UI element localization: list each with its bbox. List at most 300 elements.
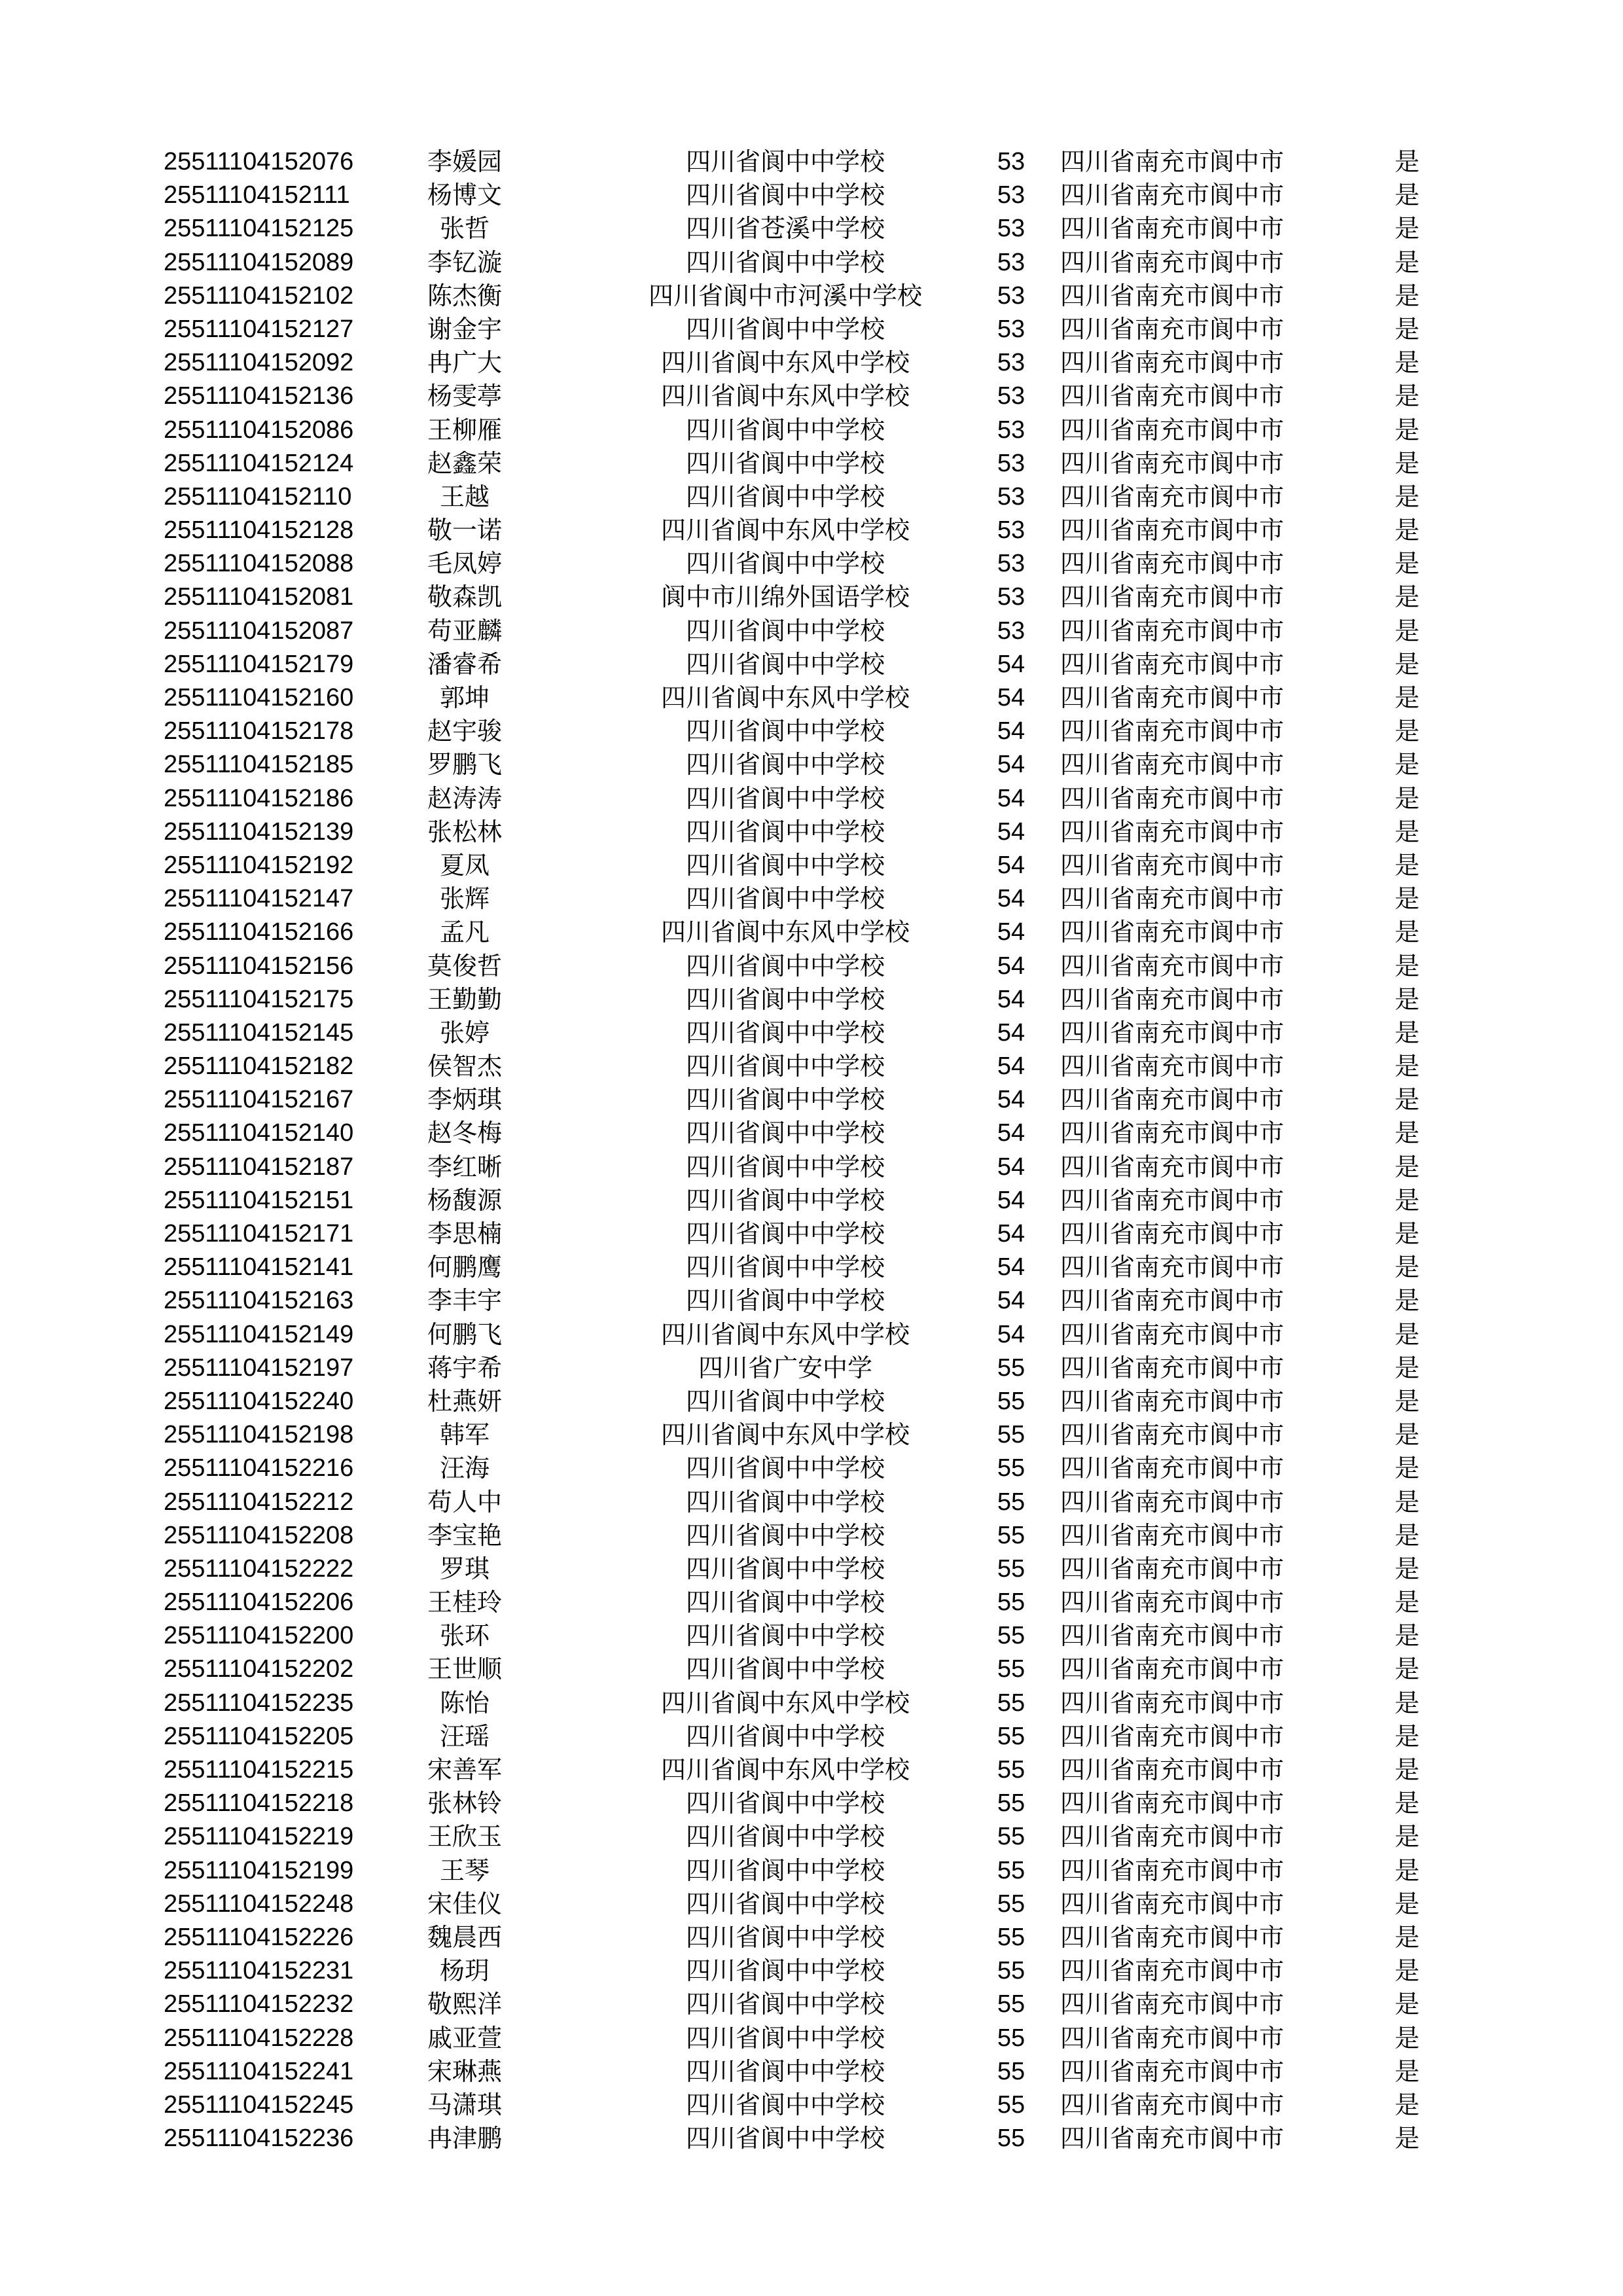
table-row <box>0 782 1623 816</box>
school-cell: 四川省阆中中学校 <box>685 1956 885 1986</box>
exam-id-cell: 25511104152081 <box>164 583 354 611</box>
school-cell: 四川省阆中中学校 <box>685 247 885 277</box>
school-cell: 四川省阆中东风中学校 <box>660 918 910 947</box>
region-cell: 四川省南充市阆中市 <box>1060 1789 1285 1818</box>
school-cell: 四川省阆中中学校 <box>685 1253 885 1282</box>
roster-table <box>0 145 1623 2155</box>
exam-id-cell: 25511104152226 <box>164 1923 354 1951</box>
school-cell: 四川省阆中中学校 <box>685 147 885 176</box>
status-cell: 是 <box>1394 1889 1419 1918</box>
table-row <box>0 2055 1623 2089</box>
table-row <box>0 1787 1623 1820</box>
school-cell: 四川省阆中中学校 <box>685 1856 885 1885</box>
student-name-cell: 赵冬梅 <box>427 1119 502 1148</box>
table-row <box>0 313 1623 346</box>
table-row <box>0 2022 1623 2055</box>
school-cell: 四川省阆中中学校 <box>685 1889 885 1918</box>
status-cell: 是 <box>1394 348 1419 378</box>
table-row <box>0 447 1623 480</box>
exam-id-cell: 25511104152151 <box>164 1186 354 1214</box>
student-name-cell: 冉津鹏 <box>427 2124 502 2153</box>
region-cell: 四川省南充市阆中市 <box>1060 850 1285 880</box>
status-cell: 是 <box>1394 382 1419 411</box>
table-row <box>0 212 1623 245</box>
student-name-cell: 杜燕妍 <box>427 1386 502 1416</box>
exam-id-cell: 25511104152208 <box>164 1521 354 1549</box>
student-name-cell: 苟亚麟 <box>427 616 502 645</box>
score-cell: 55 <box>997 1354 1026 1382</box>
student-name-cell: 何鹏飞 <box>427 1319 502 1349</box>
table-row <box>0 1687 1623 1720</box>
school-cell: 四川省阆中中学校 <box>685 1119 885 1148</box>
exam-id-cell: 25511104152206 <box>164 1588 354 1617</box>
score-cell: 54 <box>997 1253 1026 1282</box>
status-cell: 是 <box>1394 281 1419 310</box>
school-cell: 四川省阆中中学校 <box>685 181 885 210</box>
score-cell: 55 <box>997 1554 1026 1583</box>
exam-id-cell: 25511104152219 <box>164 1823 354 1851</box>
exam-id-cell: 25511104152086 <box>164 416 354 444</box>
region-cell: 四川省南充市阆中市 <box>1060 1119 1285 1148</box>
school-cell: 四川省阆中中学校 <box>685 549 885 579</box>
school-cell: 四川省阆中中学校 <box>685 314 885 344</box>
school-cell: 四川省阆中东风中学校 <box>660 1319 910 1349</box>
exam-id-cell: 25511104152127 <box>164 315 354 343</box>
exam-id-cell: 25511104152218 <box>164 1789 354 1818</box>
score-cell: 55 <box>997 1990 1026 2018</box>
status-cell: 是 <box>1394 214 1419 243</box>
region-cell: 四川省南充市阆中市 <box>1060 1052 1285 1081</box>
region-cell: 四川省南充市阆中市 <box>1060 1018 1285 1047</box>
table-row <box>0 916 1623 949</box>
score-cell: 54 <box>997 1153 1026 1181</box>
status-cell: 是 <box>1394 850 1419 880</box>
table-row <box>0 681 1623 715</box>
exam-id-cell: 25511104152175 <box>164 985 354 1013</box>
status-cell: 是 <box>1394 181 1419 210</box>
school-cell: 四川省阆中中学校 <box>685 1990 885 2019</box>
school-cell: 四川省阆中中学校 <box>685 2023 885 2053</box>
score-cell: 54 <box>997 1186 1026 1214</box>
exam-id-cell: 25511104152215 <box>164 1756 354 1784</box>
status-cell: 是 <box>1394 1487 1419 1516</box>
status-cell: 是 <box>1394 583 1419 612</box>
school-cell: 四川省阆中中学校 <box>685 1822 885 1852</box>
student-name-cell: 马潇琪 <box>427 2090 502 2119</box>
student-name-cell: 李宝艳 <box>427 1520 502 1550</box>
status-cell: 是 <box>1394 1520 1419 1550</box>
exam-id-cell: 25511104152232 <box>164 1990 354 2018</box>
school-cell: 四川省阆中中学校 <box>685 817 885 846</box>
exam-id-cell: 25511104152199 <box>164 1856 354 1884</box>
score-cell: 54 <box>997 784 1026 812</box>
score-cell: 55 <box>997 1789 1026 1818</box>
status-cell: 是 <box>1394 1253 1419 1282</box>
exam-id-cell: 25511104152231 <box>164 1957 354 1985</box>
status-cell: 是 <box>1394 717 1419 746</box>
exam-id-cell: 25511104152228 <box>164 2024 354 2052</box>
region-cell: 四川省南充市阆中市 <box>1060 1420 1285 1450</box>
region-cell: 四川省南充市阆中市 <box>1060 1688 1285 1717</box>
student-name-cell: 孟凡 <box>439 918 490 947</box>
school-cell: 四川省阆中中学校 <box>685 1621 885 1651</box>
table-row <box>0 1184 1623 1217</box>
school-cell: 四川省阆中东风中学校 <box>660 382 910 411</box>
table-row <box>0 1854 1623 1888</box>
score-cell: 54 <box>997 952 1026 980</box>
school-cell: 四川省阆中中学校 <box>685 415 885 444</box>
score-cell: 55 <box>997 2057 1026 2085</box>
status-cell: 是 <box>1394 616 1419 645</box>
score-cell: 53 <box>997 382 1026 410</box>
table-row <box>0 1050 1623 1083</box>
score-cell: 54 <box>997 817 1026 846</box>
status-cell: 是 <box>1394 147 1419 176</box>
status-cell: 是 <box>1394 683 1419 712</box>
region-cell: 四川省南充市阆中市 <box>1060 448 1285 478</box>
table-row <box>0 1619 1623 1653</box>
status-cell: 是 <box>1394 1119 1419 1148</box>
exam-id-cell: 25511104152222 <box>164 1554 354 1583</box>
table-row <box>0 1720 1623 1753</box>
status-cell: 是 <box>1394 415 1419 444</box>
table-row <box>0 882 1623 916</box>
score-cell: 54 <box>997 985 1026 1013</box>
region-cell: 四川省南充市阆中市 <box>1060 783 1285 813</box>
score-cell: 53 <box>997 248 1026 276</box>
region-cell: 四川省南充市阆中市 <box>1060 750 1285 780</box>
region-cell: 四川省南充市阆中市 <box>1060 147 1285 176</box>
student-name-cell: 李思楠 <box>427 1219 502 1248</box>
score-cell: 54 <box>997 1052 1026 1081</box>
school-cell: 四川省阆中东风中学校 <box>660 516 910 545</box>
student-name-cell: 宋佳仪 <box>427 1889 502 1918</box>
status-cell: 是 <box>1394 1922 1419 1952</box>
status-cell: 是 <box>1394 750 1419 780</box>
student-name-cell: 张林铃 <box>427 1789 502 1818</box>
school-cell: 四川省阆中中学校 <box>685 951 885 980</box>
exam-id-cell: 25511104152198 <box>164 1421 354 1449</box>
student-name-cell: 宋琳燕 <box>427 2056 502 2086</box>
region-cell: 四川省南充市阆中市 <box>1060 1655 1285 1684</box>
table-row <box>0 1418 1623 1452</box>
exam-id-cell: 25511104152171 <box>164 1220 354 1247</box>
student-name-cell: 李丰宇 <box>427 1286 502 1316</box>
school-cell: 四川省阆中中学校 <box>685 1286 885 1316</box>
region-cell: 四川省南充市阆中市 <box>1060 1755 1285 1784</box>
student-name-cell: 陈怡 <box>439 1688 490 1717</box>
table-row <box>0 380 1623 413</box>
school-cell: 四川省阆中中学校 <box>685 2090 885 2119</box>
status-cell: 是 <box>1394 884 1419 914</box>
region-cell: 四川省南充市阆中市 <box>1060 1085 1285 1115</box>
region-cell: 四川省南充市阆中市 <box>1060 1286 1285 1316</box>
score-cell: 55 <box>997 1856 1026 1884</box>
student-name-cell: 杨雯葶 <box>427 382 502 411</box>
score-cell: 55 <box>997 1890 1026 1918</box>
region-cell: 四川省南充市阆中市 <box>1060 2090 1285 2119</box>
status-cell: 是 <box>1394 247 1419 277</box>
table-row <box>0 816 1623 849</box>
student-name-cell: 王越 <box>439 482 490 511</box>
region-cell: 四川省南充市阆中市 <box>1060 1319 1285 1349</box>
exam-id-cell: 25511104152124 <box>164 449 354 477</box>
score-cell: 53 <box>997 617 1026 645</box>
table-row <box>0 514 1623 547</box>
table-row <box>0 346 1623 380</box>
region-cell: 四川省南充市阆中市 <box>1060 1520 1285 1550</box>
exam-id-cell: 25511104152236 <box>164 2125 354 2153</box>
student-name-cell: 夏凤 <box>439 850 490 880</box>
table-row <box>0 1921 1623 1954</box>
table-row <box>0 480 1623 514</box>
student-name-cell: 赵涛涛 <box>427 783 502 813</box>
table-row <box>0 246 1623 279</box>
student-name-cell: 李媛园 <box>427 147 502 176</box>
exam-id-cell: 25511104152110 <box>164 482 352 511</box>
table-row <box>0 2122 1623 2155</box>
school-cell: 四川省阆中中学校 <box>685 717 885 746</box>
status-cell: 是 <box>1394 516 1419 545</box>
school-cell: 四川省阆中中学校 <box>685 482 885 511</box>
status-cell: 是 <box>1394 951 1419 980</box>
region-cell: 四川省南充市阆中市 <box>1060 1185 1285 1215</box>
region-cell: 四川省南充市阆中市 <box>1060 214 1285 243</box>
student-name-cell: 罗鹏飞 <box>427 750 502 780</box>
score-cell: 54 <box>997 918 1026 946</box>
region-cell: 四川省南充市阆中市 <box>1060 1219 1285 1248</box>
school-cell: 四川省阆中中学校 <box>685 1922 885 1952</box>
exam-id-cell: 25511104152128 <box>164 516 354 545</box>
student-name-cell: 汪瑶 <box>439 1721 490 1751</box>
status-cell: 是 <box>1394 1085 1419 1115</box>
table-row <box>0 1318 1623 1352</box>
score-cell: 55 <box>997 1722 1026 1750</box>
region-cell: 四川省南充市阆中市 <box>1060 1621 1285 1651</box>
school-cell: 阆中市川绵外国语学校 <box>660 583 910 612</box>
exam-id-cell: 25511104152145 <box>164 1018 354 1047</box>
exam-id-cell: 25511104152092 <box>164 349 354 377</box>
status-cell: 是 <box>1394 1721 1419 1751</box>
school-cell: 四川省阆中东风中学校 <box>660 1755 910 1784</box>
region-cell: 四川省南充市阆中市 <box>1060 1822 1285 1852</box>
student-name-cell: 张环 <box>439 1621 490 1651</box>
table-row <box>0 414 1623 447</box>
status-cell: 是 <box>1394 1688 1419 1717</box>
student-name-cell: 汪海 <box>439 1454 490 1483</box>
score-cell: 53 <box>997 349 1026 377</box>
score-cell: 55 <box>997 1756 1026 1784</box>
region-cell: 四川省南充市阆中市 <box>1060 583 1285 612</box>
region-cell: 四川省南充市阆中市 <box>1060 1856 1285 1885</box>
school-cell: 四川省阆中中学校 <box>685 1554 885 1583</box>
student-name-cell: 杨馥源 <box>427 1185 502 1215</box>
table-row <box>0 648 1623 681</box>
school-cell: 四川省阆中中学校 <box>685 1386 885 1416</box>
region-cell: 四川省南充市阆中市 <box>1060 683 1285 712</box>
exam-id-cell: 25511104152141 <box>164 1253 354 1282</box>
table-row <box>0 1653 1623 1686</box>
student-name-cell: 苟人中 <box>427 1487 502 1516</box>
region-cell: 四川省南充市阆中市 <box>1060 984 1285 1014</box>
region-cell: 四川省南充市阆中市 <box>1060 1721 1285 1751</box>
school-cell: 四川省阆中中学校 <box>685 1219 885 1248</box>
exam-id-cell: 25511104152187 <box>164 1153 354 1181</box>
status-cell: 是 <box>1394 1822 1419 1852</box>
score-cell: 55 <box>997 2125 1026 2153</box>
table-row <box>0 1519 1623 1552</box>
score-cell: 55 <box>997 1387 1026 1415</box>
status-cell: 是 <box>1394 1554 1419 1583</box>
score-cell: 54 <box>997 650 1026 678</box>
student-name-cell: 敬一诺 <box>427 516 502 545</box>
student-name-cell: 魏晨西 <box>427 1922 502 1952</box>
student-name-cell: 赵鑫荣 <box>427 448 502 478</box>
table-row <box>0 1586 1623 1619</box>
region-cell: 四川省南充市阆中市 <box>1060 1353 1285 1382</box>
student-name-cell: 王欣玉 <box>427 1822 502 1852</box>
score-cell: 53 <box>997 416 1026 444</box>
region-cell: 四川省南充市阆中市 <box>1060 1889 1285 1918</box>
score-cell: 54 <box>997 1320 1026 1348</box>
student-name-cell: 张哲 <box>439 214 490 243</box>
table-row <box>0 1217 1623 1251</box>
school-cell: 四川省阆中中学校 <box>685 1520 885 1550</box>
region-cell: 四川省南充市阆中市 <box>1060 415 1285 444</box>
table-row <box>0 279 1623 313</box>
table-row <box>0 849 1623 882</box>
region-cell: 四川省南充市阆中市 <box>1060 1454 1285 1483</box>
table-row <box>0 715 1623 748</box>
status-cell: 是 <box>1394 448 1419 478</box>
table-row <box>0 1452 1623 1485</box>
exam-id-cell: 25511104152186 <box>164 784 354 812</box>
school-cell: 四川省阆中中学校 <box>685 1789 885 1818</box>
student-name-cell: 张松林 <box>427 817 502 846</box>
score-cell: 55 <box>997 1823 1026 1851</box>
status-cell: 是 <box>1394 1420 1419 1450</box>
table-row <box>0 1954 1623 1988</box>
exam-id-cell: 25511104152140 <box>164 1119 354 1147</box>
school-cell: 四川省苍溪中学校 <box>685 214 885 243</box>
exam-id-cell: 25511104152149 <box>164 1320 354 1348</box>
score-cell: 53 <box>997 181 1026 209</box>
status-cell: 是 <box>1394 1219 1419 1248</box>
score-cell: 53 <box>997 583 1026 611</box>
exam-id-cell: 25511104152167 <box>164 1086 354 1114</box>
student-name-cell: 毛凤婷 <box>427 549 502 579</box>
school-cell: 四川省阆中中学校 <box>685 2056 885 2086</box>
school-cell: 四川省阆中市河溪中学校 <box>648 281 922 310</box>
student-name-cell: 韩军 <box>439 1420 490 1450</box>
student-name-cell: 陈杰衡 <box>427 281 502 310</box>
table-row <box>0 1988 1623 2021</box>
school-cell: 四川省阆中中学校 <box>685 1487 885 1516</box>
school-cell: 四川省阆中中学校 <box>685 1185 885 1215</box>
exam-id-cell: 25511104152245 <box>164 2090 354 2119</box>
score-cell: 53 <box>997 281 1026 310</box>
exam-id-cell: 25511104152136 <box>164 382 354 410</box>
table-row <box>0 748 1623 781</box>
table-row <box>0 983 1623 1016</box>
exam-id-cell: 25511104152178 <box>164 717 354 745</box>
region-cell: 四川省南充市阆中市 <box>1060 516 1285 545</box>
student-name-cell: 宋善军 <box>427 1755 502 1784</box>
status-cell: 是 <box>1394 1386 1419 1416</box>
exam-id-cell: 25511104152089 <box>164 248 354 276</box>
status-cell: 是 <box>1394 1755 1419 1784</box>
exam-id-cell: 25511104152088 <box>164 550 354 578</box>
status-cell: 是 <box>1394 2056 1419 2086</box>
region-cell: 四川省南充市阆中市 <box>1060 1487 1285 1516</box>
table-row <box>0 1284 1623 1318</box>
status-cell: 是 <box>1394 1789 1419 1818</box>
score-cell: 53 <box>997 550 1026 578</box>
school-cell: 四川省阆中中学校 <box>685 1588 885 1617</box>
exam-id-cell: 25511104152202 <box>164 1655 354 1683</box>
student-name-cell: 李钇漩 <box>427 247 502 277</box>
score-cell: 54 <box>997 717 1026 745</box>
exam-id-cell: 25511104152160 <box>164 684 354 711</box>
student-name-cell: 罗琪 <box>439 1554 490 1583</box>
score-cell: 55 <box>997 1957 1026 1985</box>
score-cell: 54 <box>997 1086 1026 1114</box>
school-cell: 四川省阆中东风中学校 <box>660 1420 910 1450</box>
score-cell: 54 <box>997 1220 1026 1247</box>
table-row <box>0 2089 1623 2122</box>
school-cell: 四川省阆中中学校 <box>685 1018 885 1047</box>
school-cell: 四川省阆中中学校 <box>685 984 885 1014</box>
student-name-cell: 冉广大 <box>427 348 502 378</box>
student-name-cell: 敬熙洋 <box>427 1990 502 2019</box>
table-row <box>0 581 1623 614</box>
student-name-cell: 王琴 <box>439 1856 490 1885</box>
region-cell: 四川省南充市阆中市 <box>1060 482 1285 511</box>
table-row <box>0 1016 1623 1050</box>
table-row <box>0 1820 1623 1854</box>
region-cell: 四川省南充市阆中市 <box>1060 817 1285 846</box>
score-cell: 54 <box>997 1119 1026 1147</box>
table-row <box>0 1385 1623 1418</box>
status-cell: 是 <box>1394 2023 1419 2053</box>
region-cell: 四川省南充市阆中市 <box>1060 1956 1285 1986</box>
score-cell: 53 <box>997 215 1026 243</box>
school-cell: 四川省阆中中学校 <box>685 616 885 645</box>
table-row <box>0 145 1623 179</box>
school-cell: 四川省阆中中学校 <box>685 1085 885 1115</box>
exam-id-cell: 25511104152125 <box>164 215 354 243</box>
status-cell: 是 <box>1394 1052 1419 1081</box>
school-cell: 四川省阆中东风中学校 <box>660 1688 910 1717</box>
status-cell: 是 <box>1394 649 1419 679</box>
status-cell: 是 <box>1394 482 1419 511</box>
student-name-cell: 张婷 <box>439 1018 490 1047</box>
table-row <box>0 950 1623 983</box>
exam-id-cell: 25511104152139 <box>164 817 354 846</box>
score-cell: 54 <box>997 1287 1026 1315</box>
score-cell: 55 <box>997 1421 1026 1449</box>
exam-id-cell: 25511104152192 <box>164 851 354 879</box>
region-cell: 四川省南充市阆中市 <box>1060 1253 1285 1282</box>
score-cell: 54 <box>997 751 1026 779</box>
status-cell: 是 <box>1394 783 1419 813</box>
region-cell: 四川省南充市阆中市 <box>1060 918 1285 947</box>
status-cell: 是 <box>1394 1956 1419 1986</box>
table-row <box>0 1486 1623 1519</box>
school-cell: 四川省阆中中学校 <box>685 783 885 813</box>
student-name-cell: 王桂玲 <box>427 1588 502 1617</box>
school-cell: 四川省阆中中学校 <box>685 1721 885 1751</box>
